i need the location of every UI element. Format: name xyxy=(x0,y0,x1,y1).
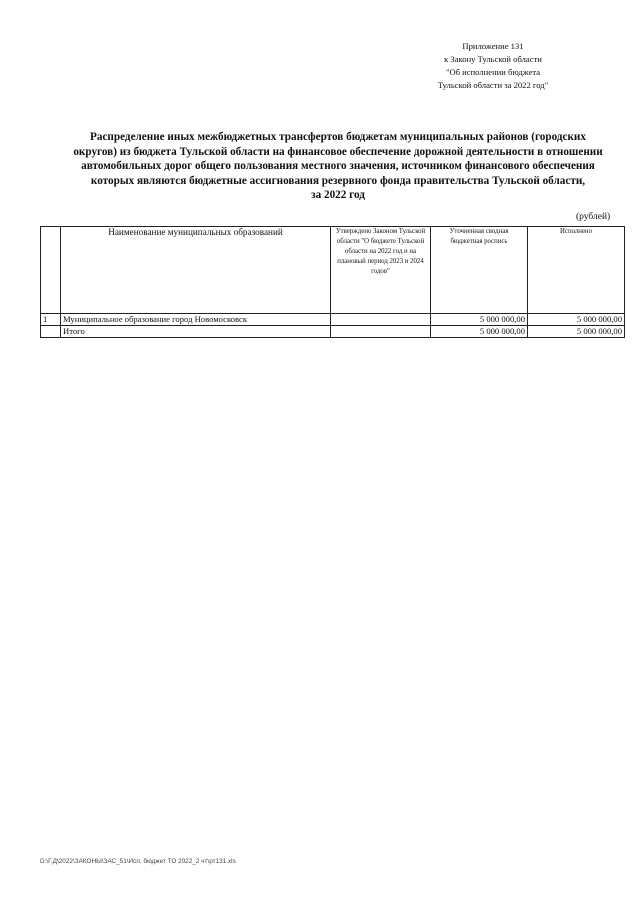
document-title xyxy=(48,130,628,203)
total-number xyxy=(41,326,61,338)
title-line-4: которых являются бюджетные ассигнования резервного фонда правительства Тульской области, xyxy=(90,174,586,187)
header-number xyxy=(41,227,61,314)
header-executed: Исполнено xyxy=(528,227,625,314)
table-header-row xyxy=(41,227,625,314)
header-refined: Уточненная сводная бюджетная роспись xyxy=(431,227,528,314)
total-approved xyxy=(331,326,431,338)
appendix-line-4: Тульской области за 2022 год" xyxy=(437,80,549,90)
total-executed: 5 000 000,00 xyxy=(528,326,625,338)
title-line-2: округов) из бюджета Тульской области на финансовое обеспечение дорожной деятельности в отношении xyxy=(73,145,603,158)
row-refined: 5 000 000,00 xyxy=(431,314,528,326)
row-approved xyxy=(331,314,431,326)
appendix-line-3: "Об исполнении бюджета xyxy=(445,67,541,77)
title-line-3: автомобильных дорог общего пользования местного значения, источником финансового обеспечения xyxy=(81,160,595,172)
total-refined: 5 000 000,00 xyxy=(431,326,528,338)
table-row xyxy=(41,314,625,326)
header-name: Наименование муниципальных образований xyxy=(61,227,331,314)
row-executed: 5 000 000,00 xyxy=(528,314,625,326)
row-name: Муниципальное образование город Новомосковск xyxy=(61,314,331,326)
row-number: 1 xyxy=(41,314,61,326)
appendix-header xyxy=(380,40,606,92)
total-name: Итого xyxy=(61,326,331,338)
total-row xyxy=(41,326,625,338)
units-label: (рублей) xyxy=(576,212,611,222)
file-path-footer: D:\Г.Д\2022\ЗАКОНЫ\ЗАС_51\Исп. бюджет ТО 2022_2 чт\рт131.xls xyxy=(40,858,236,865)
distribution-table xyxy=(40,226,625,338)
title-line-5: за 2022 год xyxy=(311,189,365,201)
title-line-1: Распределение иных межбюджетных трансфертов бюджетам муниципальных районов (городских xyxy=(90,131,586,143)
appendix-line-2: к Закону Тульской области xyxy=(444,54,542,64)
header-approved: Утверждено Законом Тульской области "О бюджете Тульской области на 2022 год и на плановый период 2023 и 2024 годов" xyxy=(331,227,431,314)
appendix-line-1: Приложение 131 xyxy=(462,41,524,51)
